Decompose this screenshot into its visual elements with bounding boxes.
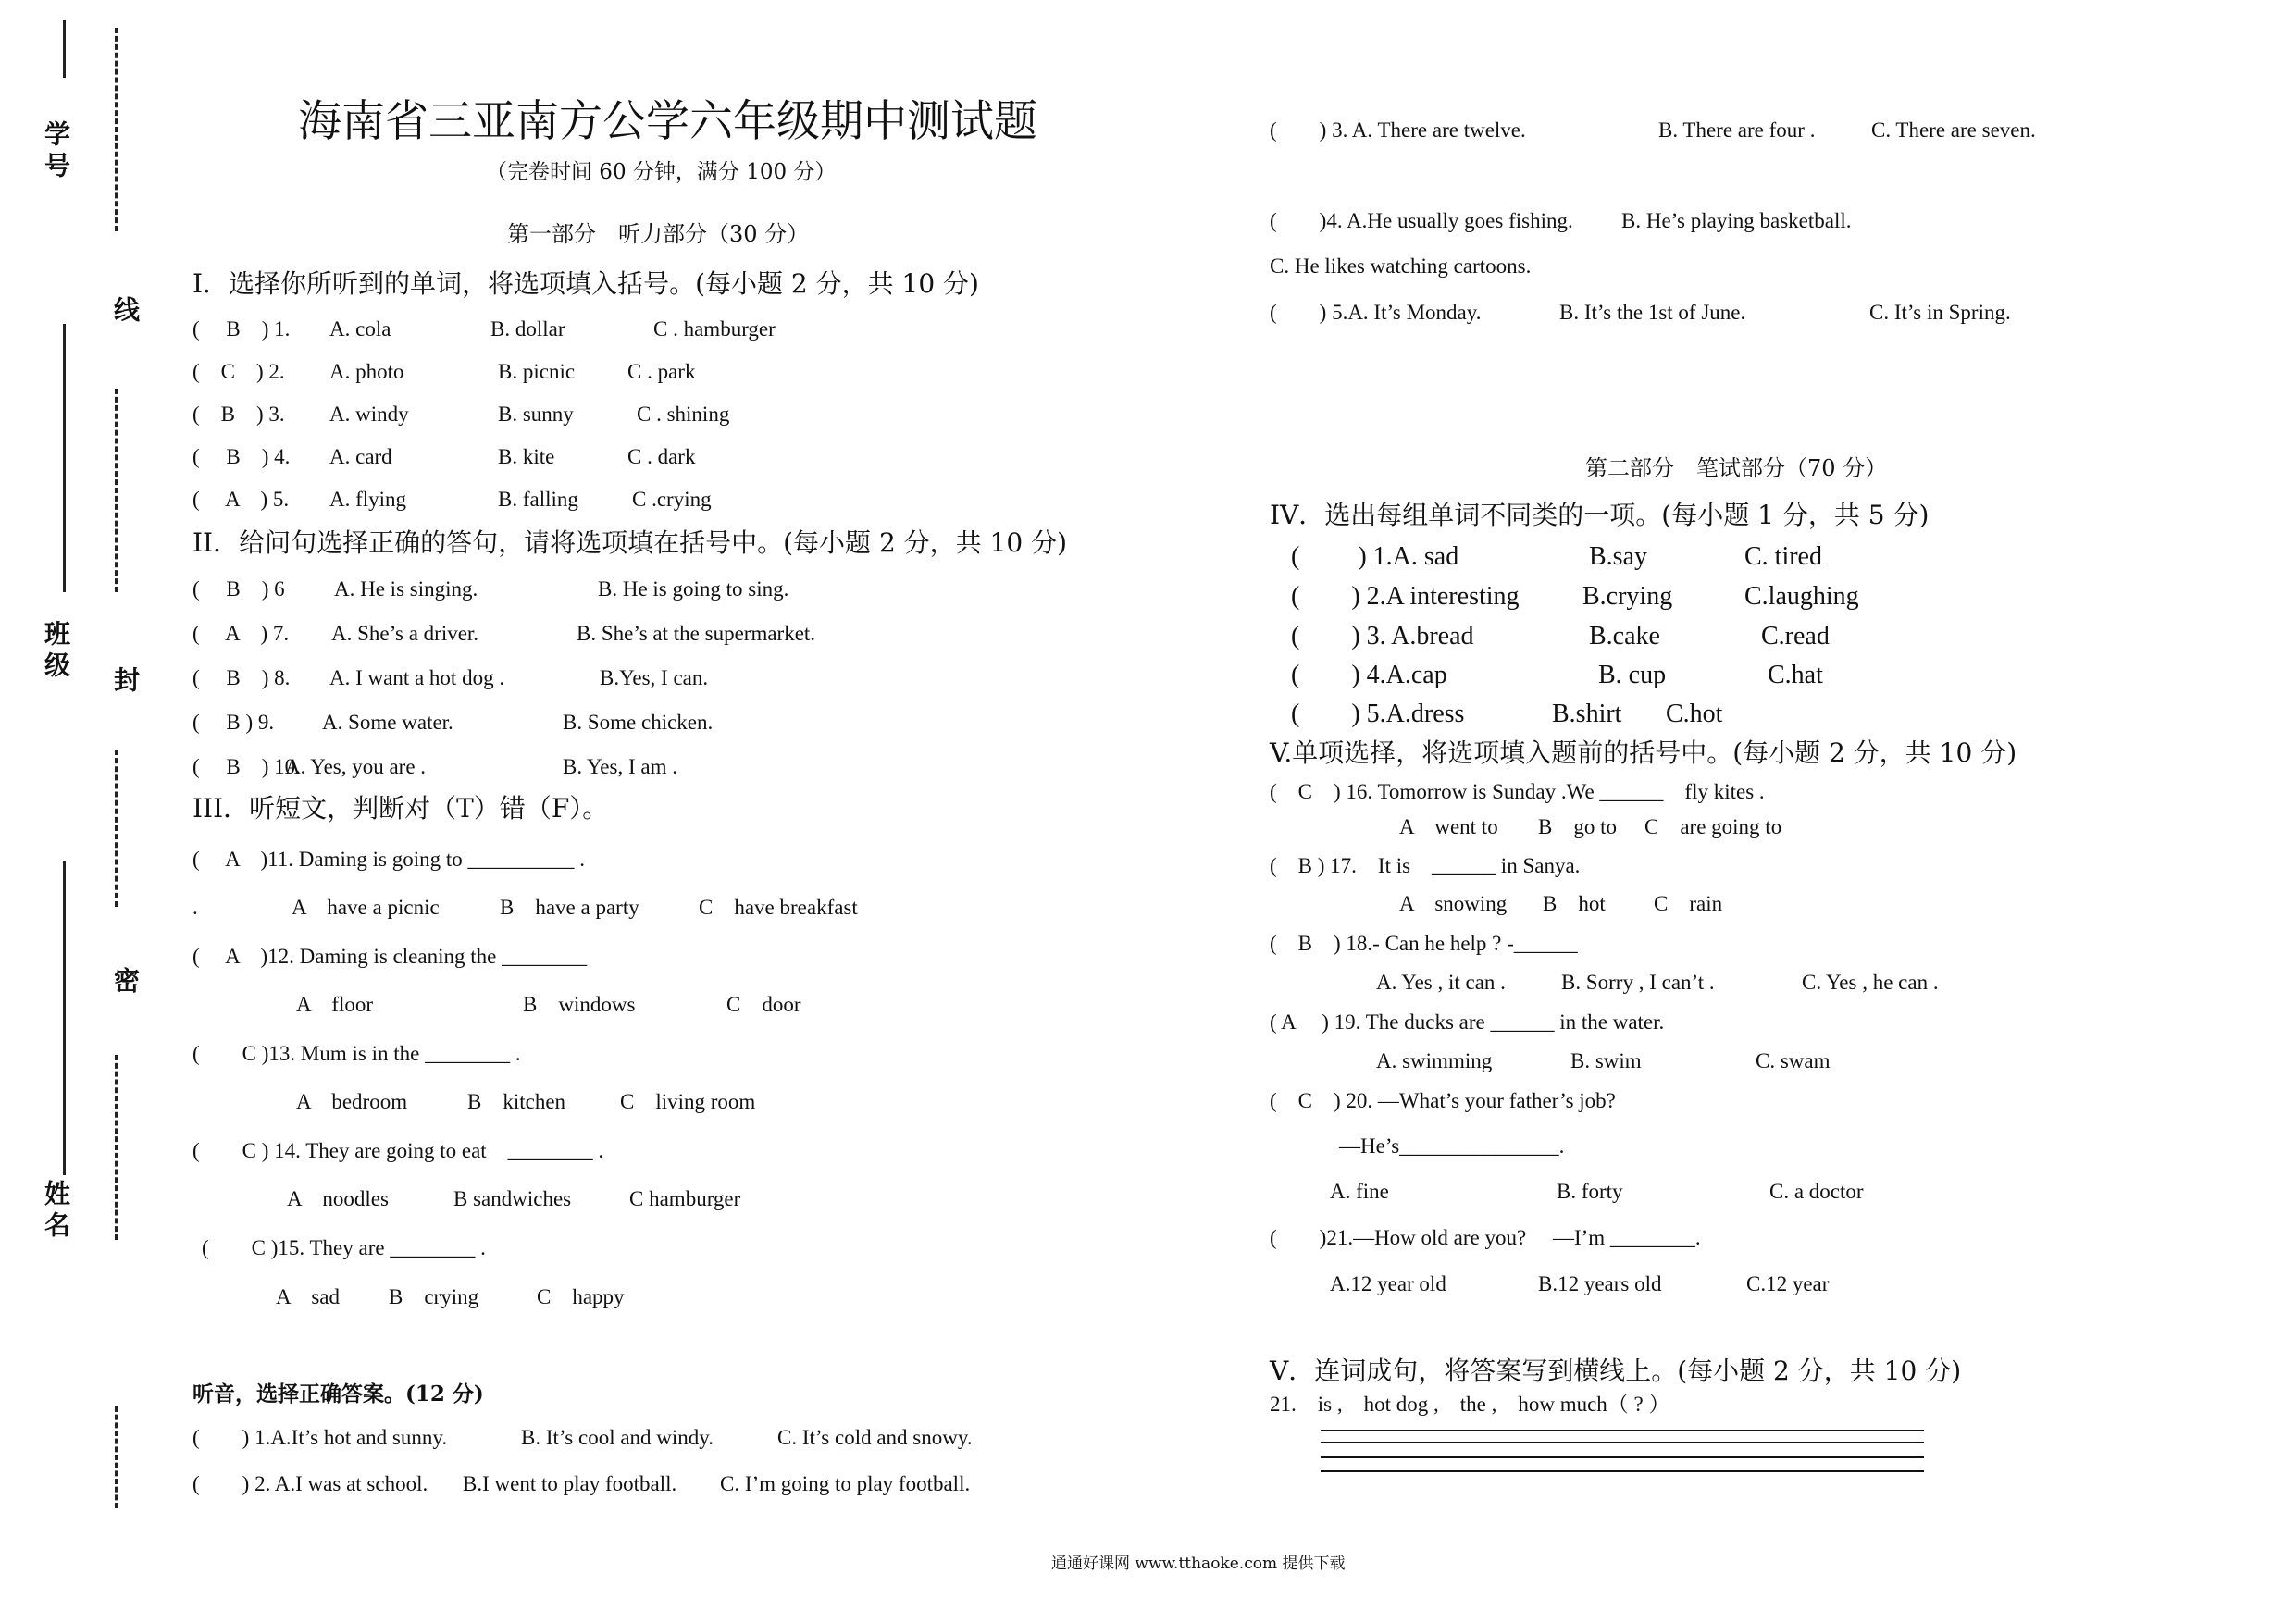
question-with-option-a: ( ) 1.A. sad <box>1291 542 1459 571</box>
option-c: C. There are seven. <box>1871 118 2036 142</box>
options-row <box>1270 1048 2010 1074</box>
item-number: ( A ) 7. <box>192 622 290 645</box>
option-a: A. fine <box>1330 1180 1389 1203</box>
question-text: ( A )11. Daming is going to __________ . <box>192 848 586 871</box>
question-text: 21. is , hot dog , the , how much（ ? ） <box>1270 1393 1670 1416</box>
option-a: A. Yes, you are . <box>285 755 427 778</box>
option-a: A. flying <box>329 488 407 511</box>
question-text: ( B ) 18.- Can he help ? -______ <box>1270 932 1578 955</box>
option-a: A noodles <box>287 1187 389 1210</box>
question-text: ( )21.—How old are you? —I’m ________. <box>1270 1226 1701 1249</box>
answer-line <box>1321 1470 1924 1472</box>
list-item <box>192 754 933 780</box>
option-b: B. kite <box>498 445 555 468</box>
option-c: C . shining <box>637 403 730 426</box>
option-b: B.say <box>1589 542 1647 571</box>
option-b: B. Sorry , I can’t . <box>1561 971 1715 994</box>
option-b: B go to <box>1538 815 1617 838</box>
option-a: A snowing <box>1399 892 1508 915</box>
option-b: B have a party <box>500 896 639 919</box>
options-row <box>1270 891 2010 917</box>
prefix: . <box>192 896 198 919</box>
list-item <box>1270 118 2195 143</box>
binding-dash <box>115 28 118 231</box>
binding-dash <box>115 1406 118 1508</box>
item-number: ( A ) 5. <box>192 488 290 511</box>
question-answer-line: —He’s_______________. <box>1339 1134 1565 1158</box>
question-text: ( C ) 16. Tomorrow is Sunday .We ______ fly kites . <box>1270 780 1765 803</box>
option-b: B.Yes, I can. <box>600 666 709 689</box>
seal-char-line: 线 <box>110 296 141 328</box>
option-a: A. He is singing. <box>334 577 478 601</box>
class-label: 班级 <box>41 620 71 683</box>
option-a: A. cola <box>329 317 391 341</box>
option-c: C. I’m going to play football. <box>720 1472 971 1495</box>
option-a: A floor <box>296 993 374 1016</box>
option-b: B sandwiches <box>453 1187 572 1210</box>
option-c: C. Yes , he can . <box>1802 971 1939 994</box>
option-b: B. swim <box>1570 1049 1642 1072</box>
options-row <box>1270 1179 2010 1205</box>
binding-line <box>63 1157 66 1166</box>
option-a: A. card <box>329 445 392 468</box>
options-row <box>192 1284 933 1310</box>
option-b: B kitchen <box>467 1090 566 1113</box>
option-c: C have breakfast <box>699 896 858 919</box>
option-b: B. forty <box>1557 1180 1623 1203</box>
option-a: A. swimming <box>1376 1049 1493 1072</box>
option-a: A bedroom <box>296 1090 408 1113</box>
binding-dash <box>115 1055 118 1240</box>
option-c: C. swam <box>1756 1049 1831 1072</box>
question-with-option-a: ( ) 2. A.I was at school. <box>192 1472 428 1495</box>
question-with-option-a: ( ) 1.A.It’s hot and sunny. <box>192 1426 448 1449</box>
list-item <box>1270 208 2195 234</box>
section5-heading: V.单项选择，将选项填入题前的括号中。(每小题 2 分，共 10 分) <box>1270 737 2017 768</box>
binding-line <box>63 861 66 1175</box>
question-text: ( B ) 17. It is ______ in Sanya. <box>1270 854 1581 877</box>
section4-heading: IV．选出每组单词不同类的一项。(每小题 1 分，共 5 分) <box>1270 500 1930 530</box>
question-with-option-a: ( ) 3. A. There are twelve. <box>1270 118 1526 142</box>
section6-heading: V．连词成句，将答案写到横线上。(每小题 2 分，共 10 分) <box>1270 1356 1962 1386</box>
part1-title: 第一部分 听力部分（30 分） <box>507 221 810 247</box>
option-b: B. picnic <box>498 360 576 383</box>
option-b: B crying <box>389 1285 479 1308</box>
exam-subtitle: （完卷时间 60 分钟，满分 100 分） <box>486 160 837 184</box>
list-item <box>192 487 840 513</box>
question-text: ( A ) 19. The ducks are ______ in the water. <box>1270 1010 1665 1034</box>
options-row <box>192 992 933 1018</box>
item-number: ( B ) 6 <box>192 577 285 601</box>
option-c: C.hot <box>1666 700 1723 728</box>
list-item <box>1291 542 1939 572</box>
list-item <box>1270 300 2195 326</box>
options-row <box>192 895 933 921</box>
option-b: B. She’s at the supermarket. <box>577 622 816 645</box>
option-a: A sad <box>276 1285 340 1308</box>
list-item <box>1291 582 1939 612</box>
option-b: B.12 years old <box>1538 1272 1662 1295</box>
footer-credit: 通通好课网 www.tthaoke.com 提供下载 <box>1051 1555 1346 1573</box>
question-with-option-a: ( ) 2.A interesting <box>1291 582 1520 611</box>
option-b: B.shirt <box>1552 700 1622 728</box>
answer-line <box>1321 1442 1924 1443</box>
option-a: A. She’s a driver. <box>331 622 479 645</box>
question-with-option-a: ( ) 4.A.cap <box>1291 661 1447 689</box>
item-number: ( C ) 2. <box>192 360 285 383</box>
section1-heading: I．选择你所听到的单词，将选项填入括号。(每小题 2 分，共 10 分) <box>192 268 979 299</box>
option-c: C. It’s in Spring. <box>1869 301 2011 324</box>
question-with-option-a: ( ) 5.A. It’s Monday. <box>1270 301 1482 324</box>
item-number: ( B ) 10. <box>192 755 301 778</box>
options-row <box>1270 814 2010 840</box>
option-b: B.I went to play football. <box>463 1472 677 1495</box>
binding-line <box>63 324 66 592</box>
option-c: C . hamburger <box>653 317 776 341</box>
question-with-option-a: ( ) 5.A.dress <box>1291 700 1465 728</box>
options-row <box>192 1089 933 1115</box>
question-text: ( C )15. They are ________ . <box>202 1236 486 1259</box>
exam-title: 海南省三亚南方公学六年级期中测试题 <box>298 96 1037 147</box>
option-a: A went to <box>1399 815 1498 838</box>
option-c: C happy <box>537 1285 625 1308</box>
option-c: C living room <box>620 1090 756 1113</box>
option-b: B. sunny <box>498 403 574 426</box>
option-c: C.12 year <box>1746 1272 1830 1295</box>
name-label: 姓名 <box>41 1180 71 1243</box>
item-number: ( B ) 4. <box>192 445 291 468</box>
list-item <box>1291 700 1939 729</box>
option-b: B. It’s the 1st of June. <box>1559 301 1746 324</box>
option-c: C . dark <box>627 445 696 468</box>
options-row <box>1270 970 2010 996</box>
options-row <box>192 1186 933 1212</box>
question-text: ( A )12. Daming is cleaning the ________ <box>192 945 588 968</box>
option-a: A. Some water. <box>322 711 453 734</box>
listening-choice-heading: 听音，选择正确答案。(12 分) <box>192 1381 484 1406</box>
item-number: ( B ) 8. <box>192 666 291 689</box>
option-b: B. cup <box>1598 661 1667 689</box>
option-a: A. I want a hot dog . <box>329 666 505 689</box>
option-c: C. He likes watching cartoons. <box>1270 254 1532 278</box>
option-b: B. dollar <box>490 317 565 341</box>
option-a: A.12 year old <box>1330 1272 1446 1295</box>
option-b: B. There are four . <box>1658 118 1816 142</box>
option-c: C.laughing <box>1744 582 1859 611</box>
option-b: B hot <box>1543 892 1606 915</box>
option-c: C hamburger <box>629 1187 741 1210</box>
question-text: ( C ) 14. They are going to eat ________ . <box>192 1139 604 1162</box>
option-c: C are going to <box>1644 815 1782 838</box>
option-c: C. tired <box>1744 542 1822 571</box>
option-b: B. Yes, I am . <box>563 755 677 778</box>
list-item <box>1291 622 1939 651</box>
option-a: A. windy <box>329 403 409 426</box>
section2-heading: II．给问句选择正确的答句，请将选项填在括号中。(每小题 2 分，共 10 分) <box>192 527 1068 558</box>
option-b: B. He’s playing basketball. <box>1621 209 1852 232</box>
option-c: C. It’s cold and snowy. <box>777 1426 973 1449</box>
option-a: A have a picnic <box>292 896 440 919</box>
seal-char-mi: 密 <box>110 967 141 998</box>
option-c: C . park <box>627 360 696 383</box>
option-c: C.hat <box>1768 661 1823 689</box>
binding-line <box>63 20 66 78</box>
question-text: ( C ) 20. —What’s your father’s job? <box>1270 1089 1616 1112</box>
list-item <box>192 444 840 470</box>
binding-dash <box>115 389 118 592</box>
seal-char-feng: 封 <box>110 666 141 698</box>
question-with-option-a: ( ) 3. A.bread <box>1291 622 1474 650</box>
list-item <box>192 576 933 602</box>
item-number: ( B ) 9. <box>192 711 275 734</box>
list-item <box>192 665 933 691</box>
list-item <box>192 359 840 385</box>
list-item <box>192 1471 1025 1497</box>
list-item <box>1291 661 1939 690</box>
part2-title: 第二部分 笔试部分（70 分） <box>1585 455 1888 481</box>
item-number: ( B ) 1. <box>192 317 291 341</box>
option-b: B. He is going to sing. <box>598 577 789 601</box>
option-c: C .crying <box>632 488 712 511</box>
option-b: B.cake <box>1589 622 1660 650</box>
option-c: C door <box>726 993 801 1016</box>
section3-heading: III．听短文，判断对（T）错（F）。 <box>192 793 609 824</box>
option-b: B windows <box>523 993 636 1016</box>
options-row <box>1270 1271 2010 1297</box>
option-a: A. Yes , it can . <box>1376 971 1506 994</box>
list-item <box>192 402 840 427</box>
option-c: C rain <box>1654 892 1723 915</box>
option-b: B.crying <box>1582 582 1673 611</box>
answer-line <box>1321 1456 1924 1458</box>
item-number: ( B ) 3. <box>192 403 285 426</box>
list-item <box>192 621 933 647</box>
option-b: B. falling <box>498 488 578 511</box>
question-text: ( C )13. Mum is in the ________ . <box>192 1042 521 1065</box>
answer-line <box>1321 1430 1924 1431</box>
list-item <box>192 1425 1025 1451</box>
binding-dash <box>115 750 118 907</box>
option-c: C. a doctor <box>1769 1180 1864 1203</box>
option-a: A. photo <box>329 360 404 383</box>
option-b: B. Some chicken. <box>563 711 714 734</box>
option-b: B. It’s cool and windy. <box>521 1426 714 1449</box>
list-item <box>192 316 840 342</box>
option-c: C.read <box>1761 622 1830 650</box>
student-number-label: 学号 <box>41 120 71 183</box>
question-with-option-a: ( )4. A.He usually goes fishing. <box>1270 209 1573 232</box>
list-item <box>192 710 933 736</box>
